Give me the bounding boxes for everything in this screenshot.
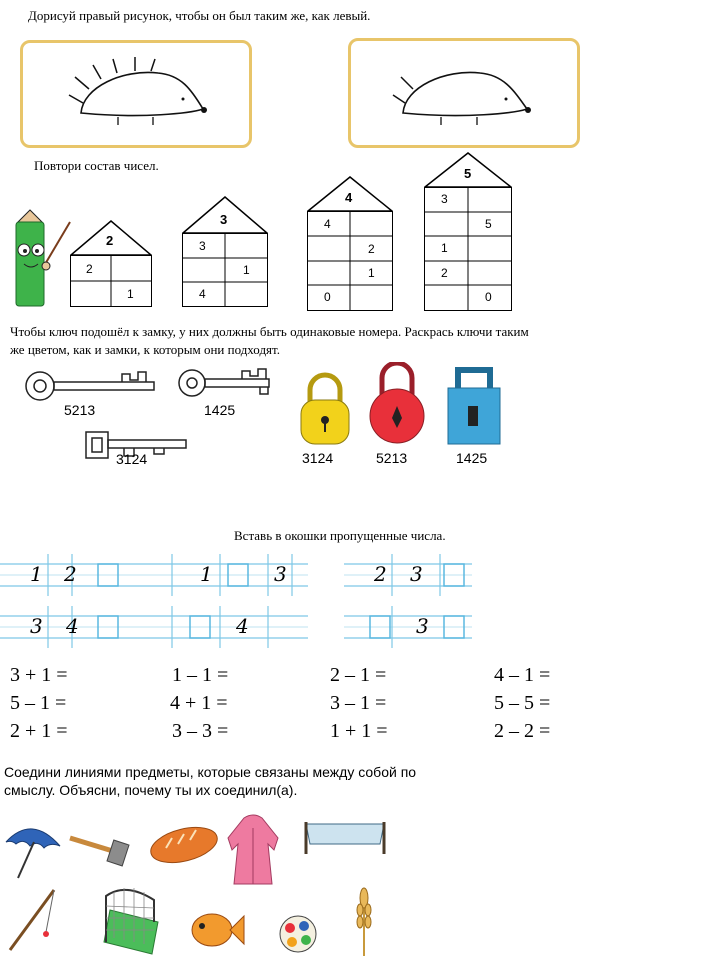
given-number: 3 (416, 614, 429, 638)
task2-text: Повтори состав чисел. (34, 158, 159, 173)
raincoat-icon (224, 814, 282, 886)
right-picture-frame (348, 38, 580, 148)
house-grid (424, 187, 512, 311)
house-cell: 0 (485, 290, 492, 304)
padlock-icon (368, 362, 426, 446)
house-cell: 1 (368, 266, 375, 280)
padlock-icon (446, 364, 502, 446)
key-code: 5213 (64, 402, 96, 418)
equation: 1 + 1 = (330, 720, 388, 742)
equation: 3 – 3 = (172, 720, 229, 742)
pencil-character-icon (0, 206, 72, 310)
given-number: 4 (236, 614, 249, 638)
fish-icon (190, 908, 246, 952)
number-house-3 (182, 196, 268, 308)
task5-text-line2: смыслу. Объясни, почему ты их соединил(а). (4, 782, 298, 798)
equation: 2 + 1 = (10, 720, 68, 742)
house-cell: 1 (441, 241, 448, 255)
squared-paper-strips (0, 552, 720, 648)
task4-text: Вставь в окошки пропущенные числа. (234, 528, 446, 543)
key-code: 1425 (204, 402, 236, 418)
house-cell: 4 (324, 217, 331, 231)
house-cell: 2 (86, 262, 93, 276)
key-code: 3124 (116, 451, 148, 467)
house-cell: 1 (127, 287, 134, 301)
equation: 2 – 2 = (494, 720, 551, 742)
padlock-icon (298, 372, 352, 446)
hammer-icon (68, 832, 130, 868)
given-number: 1 (30, 562, 43, 586)
equation: 5 – 1 = (10, 692, 67, 714)
equation: 3 + 1 = (10, 664, 68, 686)
given-number: 4 (66, 614, 79, 638)
number-house-4 (307, 176, 393, 312)
football-goal-icon (96, 882, 162, 956)
given-number: 3 (410, 562, 423, 586)
lock-code: 1425 (456, 450, 488, 466)
equation: 4 + 1 = (170, 692, 228, 714)
house-cell: 3 (199, 239, 206, 253)
task3-text-line2: же цветом, как и замки, к которым они подходят. (10, 342, 280, 357)
house-cell: 5 (485, 217, 492, 231)
equation: 5 – 5 = (494, 692, 551, 714)
house-cell: 3 (441, 192, 448, 206)
equation: 1 – 1 = (172, 664, 229, 686)
lock-code: 3124 (302, 450, 334, 466)
house-grid (307, 211, 393, 311)
equation: 3 – 1 = (330, 692, 387, 714)
saw-icon (300, 820, 390, 858)
wheat-ear-icon (352, 884, 376, 956)
given-number: 3 (274, 562, 287, 586)
key-icon (176, 366, 276, 400)
task5-text-line1: Соедини линиями предметы, которые связаны между собой по (4, 764, 417, 780)
hedgehog-drawing (23, 43, 249, 145)
house-roof-number: 2 (106, 233, 114, 248)
house-cell: 2 (368, 242, 375, 256)
task1-text: Дорисуй правый рисунок, чтобы он был таким же, как левый. (28, 8, 371, 23)
ball-icon (278, 914, 318, 954)
key-icon (22, 368, 164, 404)
left-picture-frame (20, 40, 252, 148)
house-cell: 4 (199, 287, 206, 301)
task3-text-line1: Чтобы ключ подошёл к замку, у них должны быть одинаковые номера. Раскрась ключи таким (10, 324, 529, 339)
number-house-2 (70, 220, 152, 306)
house-roof-number: 5 (464, 166, 472, 181)
given-number: 2 (64, 562, 77, 586)
given-number: 2 (374, 562, 387, 586)
equation: 4 – 1 = (494, 664, 551, 686)
fishing-rod-icon (6, 888, 56, 954)
house-grid (182, 233, 268, 307)
house-cell: 0 (324, 290, 331, 304)
given-number: 1 (200, 562, 213, 586)
house-grid (70, 255, 152, 307)
house-roof-number: 3 (220, 212, 228, 227)
umbrella-icon (4, 820, 62, 880)
house-cell: 1 (243, 263, 250, 277)
lock-code: 5213 (376, 450, 408, 466)
given-number: 3 (30, 614, 43, 638)
house-roof-number: 4 (345, 190, 353, 205)
equation: 2 – 1 = (330, 664, 387, 686)
house-cell: 2 (441, 266, 448, 280)
number-house-5 (424, 152, 512, 312)
bread-loaf-icon (148, 822, 220, 868)
hedgehog-outline-drawing (351, 41, 577, 145)
